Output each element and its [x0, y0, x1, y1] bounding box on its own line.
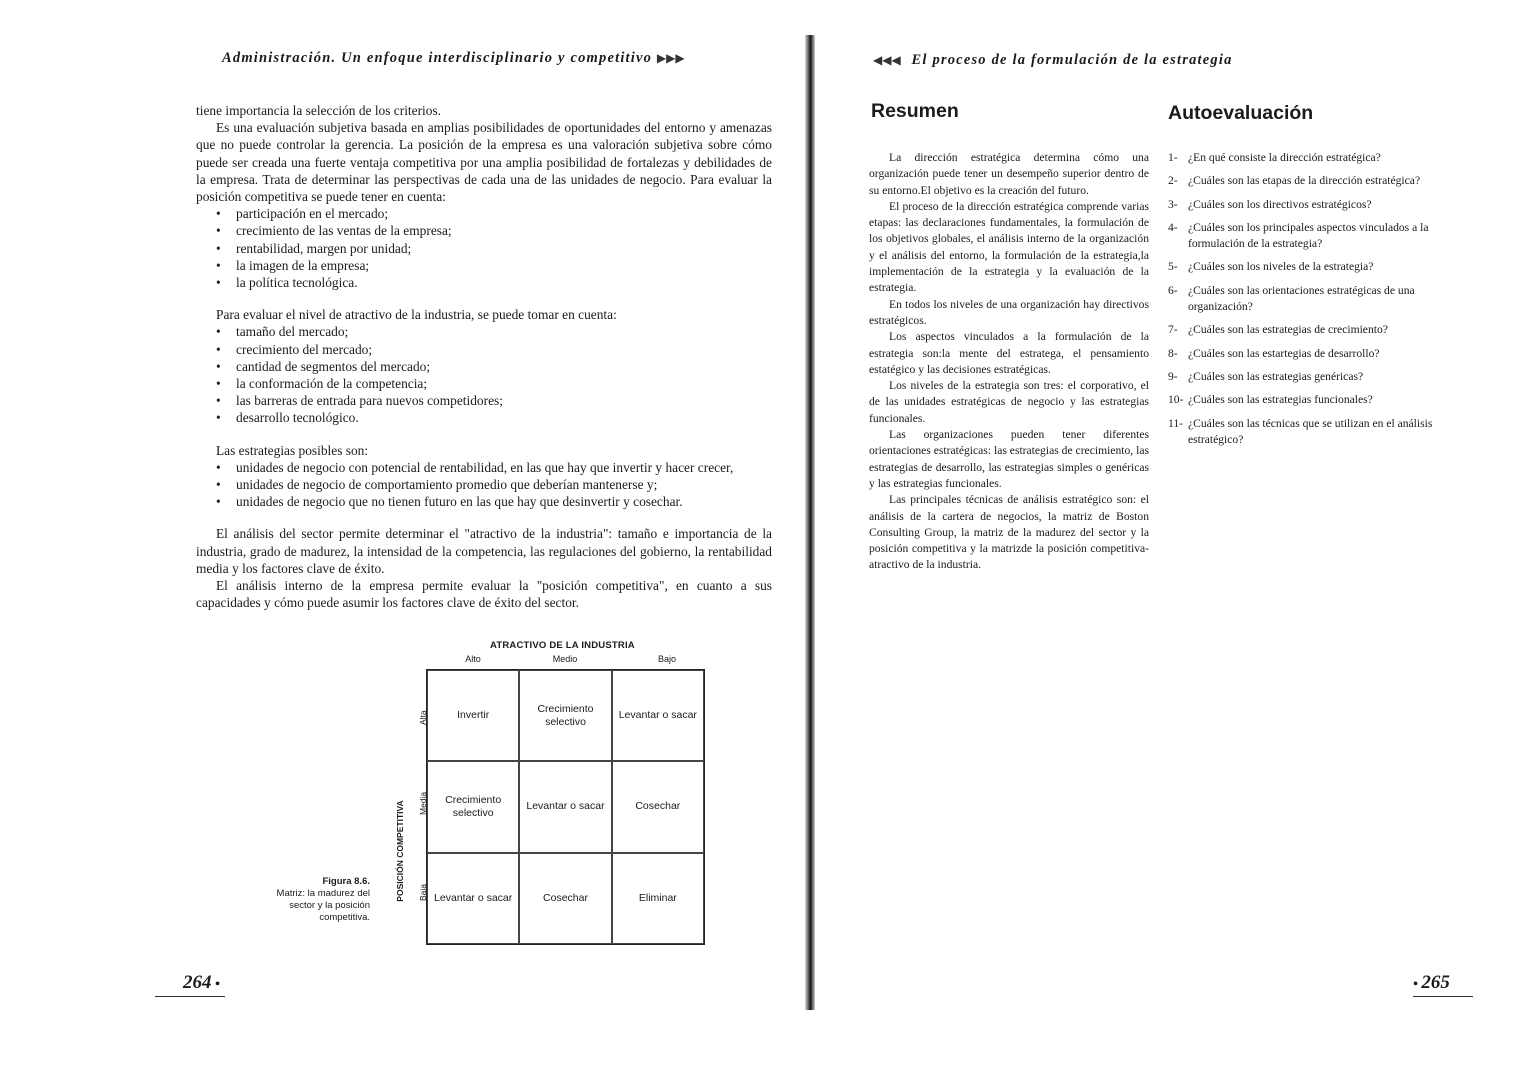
- list-item: • unidades de negocio que no tienen futuro en las que hay que desinvertir y cosechar.: [216, 493, 772, 510]
- question-item: [1168, 392, 1443, 408]
- list-item: • las barreras de entrada para nuevos competidores;: [216, 392, 772, 409]
- competitive-criteria-list: [196, 205, 772, 291]
- summary-paragraph: Las organizaciones pueden tener diferentes orientaciones estratégicas: las estrategias de crecimiento, las estrategias de desarrollo, las estrategias simples o genéricas y las estrategias funcionales.: [869, 428, 1149, 490]
- page-number-rule: [1413, 996, 1473, 997]
- summary-text: [869, 150, 1149, 574]
- matrix-cell: Levantar o sacar: [612, 670, 704, 761]
- question-number: 9-: [1168, 369, 1178, 383]
- question-number: 1-: [1168, 151, 1178, 164]
- question-item: [1168, 197, 1443, 213]
- paragraph: Es una evaluación subjetiva basada en amplias posibilidades de oportunidades del entorno y amenazas que no puede controlar la gerencia. La posición de la empresa es una valoración subjetiva sobre cómo puede ser creada una fuerte ventaja competitiva por una amplia posibilidad de fortalezas y debilidades de la empresa. Trata de determinar las perspectivas de cada una de las unidades de negocio. Para evaluar la posición competitiva se puede tener en cuenta:: [196, 120, 772, 205]
- matrix-cell: Cosechar: [519, 853, 611, 944]
- question-text: ¿Cuáles son las técnicas que se utilizan en el análisis estratégico?: [1188, 416, 1433, 446]
- paragraph: El análisis del sector permite determinar el "atractivo de la industria": tamaño e importancia de la industria, grado de madurez, la intensidad de la competencia, las regulaciones del gobierno, la rentabilidad media y los factores clave de éxito.: [196, 526, 772, 576]
- figure-number: Figura 8.6.: [322, 876, 370, 887]
- question-text: ¿Cuáles son los niveles de la estrategia?: [1188, 260, 1374, 274]
- matrix-cell: Eliminar: [612, 853, 704, 944]
- matrix-cell: Levantar o sacar: [427, 853, 519, 944]
- list-item: • la política tecnológica.: [216, 274, 772, 291]
- page-number: [183, 972, 220, 994]
- question-text: ¿Cuáles son las estrategias de crecimiento?: [1188, 323, 1388, 337]
- matrix-cell: Levantar o sacar: [519, 761, 611, 852]
- self-evaluation-questions: [1168, 150, 1443, 455]
- page-number-rule: [155, 996, 225, 997]
- matrix-cell: Invertir: [427, 670, 519, 761]
- question-number: 8-: [1168, 346, 1178, 360]
- figure-caption: [250, 876, 370, 924]
- list-item: • cantidad de segmentos del mercado;: [216, 358, 772, 375]
- summary-paragraph: La dirección estratégica determina cómo una organización puede tener un desempeño superior dentro de su entorno.El objetivo es la creación del futuro.: [869, 151, 1149, 197]
- question-text: ¿Cuáles son las etapas de la dirección estratégica?: [1188, 174, 1421, 188]
- paragraph: tiene importancia la selección de los criterios.: [196, 103, 442, 118]
- page-number: [1413, 972, 1450, 994]
- question-item: [1168, 369, 1443, 385]
- list-item: • la conformación de la competencia;: [216, 375, 772, 392]
- list-item: • participación en el mercado;: [216, 205, 772, 222]
- matrix-cell: Crecimiento selectivo: [519, 670, 611, 761]
- question-text: ¿Cuáles son los directivos estratégicos?: [1188, 197, 1372, 211]
- matrix-cell: Crecimiento selectivo: [427, 761, 519, 852]
- question-text: ¿En qué consiste la dirección estratégica?: [1188, 151, 1381, 164]
- question-item: [1168, 322, 1443, 338]
- right-page: [815, 0, 1528, 1080]
- row-axis-label: POSICIÓN COMPETITIVA: [395, 800, 405, 902]
- list-item: • desarrollo tecnológico.: [216, 409, 772, 426]
- self-evaluation-title: Autoevaluación: [1168, 102, 1314, 124]
- summary-paragraph: Los aspectos vinculados a la formulación de la estrategia son:la mente del estratega, el pensamiento estatégico y las decisiones estratégicas.: [869, 330, 1149, 376]
- summary-title: Resumen: [871, 100, 959, 122]
- column-header: Medio: [552, 654, 578, 664]
- question-number: 5-: [1168, 260, 1178, 274]
- left-running-head-text: Administración. Un enfoque interdisciplinario y competitivo: [222, 50, 653, 66]
- list-item: • tamaño del mercado;: [216, 323, 772, 340]
- row-header: Alta: [418, 710, 428, 725]
- question-text: ¿Cuáles son las estrategias funcionales?: [1188, 393, 1373, 407]
- question-text: ¿Cuáles son las estartegias de desarrollo?: [1188, 346, 1380, 360]
- summary-paragraph: En todos los niveles de una organización hay directivos estratégicos.: [869, 297, 1149, 327]
- row-header: Baja: [418, 883, 428, 901]
- question-text: ¿Cuáles son las orientaciones estratégicas de una organización?: [1188, 283, 1415, 314]
- list-item: • unidades de negocio con potencial de rentabilidad, en las que hay que invertir y hacer crecer,: [216, 459, 772, 476]
- summary-paragraph: Los niveles de la estrategia son tres: el corporativo, el de las unidades estratégicas de negocio y las estrategias funcionales.: [869, 379, 1149, 425]
- column-header: Bajo: [657, 654, 676, 664]
- question-item: [1168, 346, 1443, 362]
- question-item: [1168, 173, 1443, 189]
- question-item: [1168, 150, 1443, 166]
- figure-caption-text: Matriz: la madurez del sector y la posición competitiva.: [276, 888, 370, 923]
- question-item: [1168, 283, 1443, 316]
- left-running-head: [222, 50, 685, 67]
- right-arrows-icon: ▶▶▶: [656, 51, 685, 65]
- list-item: • la imagen de la empresa;: [216, 257, 772, 274]
- matrix-title: ATRACTIVO DE LA INDUSTRIA: [490, 640, 635, 651]
- right-running-head-text: El proceso de la formulación de la estrategia: [911, 52, 1233, 68]
- question-item: [1168, 220, 1443, 253]
- matrix-grid: [426, 669, 705, 945]
- question-item: [1168, 259, 1443, 275]
- list-item: • unidades de negocio de comportamiento promedio que deberían mantenerse y;: [216, 476, 772, 493]
- list-item: • rentabilidad, margen por unidad;: [216, 240, 772, 257]
- paragraph: El análisis interno de la empresa permite evaluar la "posición competitiva", en cuanto a sus capacidades y cómo puede asumir los factores clave de éxito del sector.: [196, 578, 772, 611]
- page-dot-icon: •: [1413, 977, 1422, 992]
- industry-criteria-list: [196, 323, 772, 426]
- list-item: • crecimiento del mercado;: [216, 341, 772, 358]
- question-item: [1168, 416, 1443, 449]
- paragraph: Las estrategias posibles son:: [216, 442, 369, 458]
- list-item: • crecimiento de las ventas de la empresa;: [216, 222, 772, 239]
- question-number: 3-: [1168, 197, 1178, 211]
- left-arrows-icon: ◀◀◀: [873, 53, 901, 67]
- page-dot-icon: •: [211, 977, 220, 992]
- question-number: 7-: [1168, 323, 1178, 337]
- question-number: 11-: [1168, 416, 1184, 430]
- question-text: ¿Cuáles son las estrategias genéricas?: [1188, 369, 1364, 383]
- left-body-text: [196, 102, 772, 611]
- row-header: Media: [418, 791, 428, 815]
- summary-paragraph: El proceso de la dirección estratégica comprende varias etapas: las declaraciones fundamentales, la formulación de los objetivos globales, el análisis interno de la organización y el análisis del entorno, la formulación de la estrategia,la implementación de la estrategia y la evaluación de la estrategia.: [869, 199, 1149, 295]
- page-number-text: 265: [1421, 972, 1450, 993]
- paragraph: Para evaluar el nivel de atractivo de la industria, se puede tomar en cuenta:: [216, 307, 617, 323]
- book-spine: [805, 35, 815, 1010]
- matrix-cell: Cosechar: [612, 761, 704, 852]
- page-number-text: 264: [183, 972, 212, 993]
- question-number: 10-: [1168, 393, 1184, 407]
- question-number: 2-: [1168, 174, 1178, 188]
- question-text: ¿Cuáles son los principales aspectos vinculados a la formulación de la estrategia?: [1188, 220, 1429, 251]
- question-number: 4-: [1168, 220, 1178, 234]
- right-running-head: [873, 52, 1233, 69]
- question-number: 6-: [1168, 283, 1178, 297]
- column-header: Alto: [465, 654, 481, 664]
- matrix-figure: [250, 636, 720, 956]
- summary-paragraph: Las principales técnicas de análisis estratégico son: el análisis de la cartera de negocios, la matriz de Boston Consulting Group, la matriz de la madurez del sector y la posición competitiva y la matrizde la posición competitiva-atractivo de la industria.: [869, 493, 1149, 572]
- strategies-list: [196, 459, 772, 511]
